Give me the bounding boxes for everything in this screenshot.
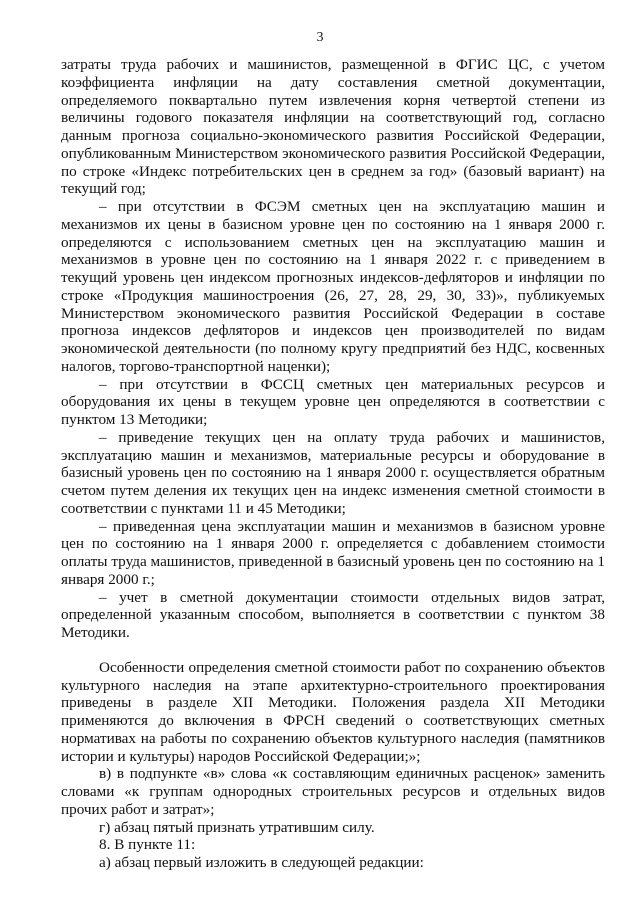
document-body	[61, 56, 605, 872]
paragraph-cultural-heritage: Особенности определения сметной стоимости работ по сохранению объектов культурного наследия на этапе архитектурно-строительного проектирования приведены в разделе XII Методики. Положения раздела XII Методики применяются до включения в ФРСН сведений о соответствующих сметных нормативах на работы по сохранению объектов культурного наследия (памятников истории и культуры) народов Российской Федерации;»;	[61, 658, 605, 765]
paragraph-machine-base-price: – приведенная цена эксплуатации машин и механизмов в базисном уровне цен по состоянию на 1 января 2000 г. определяется с добавлением стоимости оплаты труда машинистов, приведенной в базисный уровень цен по состоянию на 1 января 2000 г.;	[61, 517, 605, 588]
page-number: 3	[316, 30, 324, 45]
paragraph-subitem-g: г) абзац пятый признать утратившим силу.	[99, 818, 375, 836]
paragraph-intro-continuation: затраты труда рабочих и машинистов, размещенной в ФГИС ЦС, с учетом коэффициента инфляции на дату составления сметной документации, определяемого поквартально путем извлечения корня четвертой степени из величины годового показателя инфляции на соответствующий год, согласно данным прогноза социально-экономического развития Российской Федерации, опубликованным Министерством экономического развития Российской Федерации, по строке «Индекс потребительских цен в среднем за год» (базовый вариант) на текущий год;	[61, 56, 605, 198]
paragraph-material-prices: – при отсутствии в ФССЦ сметных цен материальных ресурсов и оборудования их цены в текущем уровне цен определяются в соответствии с пунктом 13 Методики;	[61, 375, 605, 428]
paragraph-price-conversion: – приведение текущих цен на оплату труда рабочих и машинистов, эксплуатацию машин и механизмов, материальные ресурсы и оборудование в базисный уровень цен по состоянию на 1 января 2000 г. осуществляется обратным счетом путем деления их текущих цен на индекс изменения сметной стоимости в соответствии с пунктами 11 и 45 Методики;	[61, 428, 605, 517]
paragraph-cost-accounting: – учет в сметной документации стоимости отдельных видов затрат, определенной указанным способом, выполняется в соответствии с пунктом 38 Методики.	[61, 588, 605, 641]
paragraph-subitem-v: в) в подпункте «в» слова «к составляющим единичных расценок» заменить словами «к группам однородных строительных ресурсов и отдельных видов прочих работ и затрат»;	[61, 765, 605, 818]
paragraph-machine-prices: – при отсутствии в ФСЭМ сметных цен на эксплуатацию машин и механизмов их цены в базисном уровне цен по состоянию на 1 января 2000 г. определяются с использованием сметных цен на эксплуатацию машин и механизмов в уровне цен по состоянию на 1 января 2022 г. с приведением в текущий уровень цен индексом прогнозных индексов-дефляторов и инфляции по строке «Продукция машиностроения (26, 27, 28, 29, 30, 33)», публикуемых Министерством экономического развития Российской Федерации в составе прогноза индексов дефляторов и индексов цен производителей по видам экономической деятельности (по полному кругу предприятий без НДС, косвенных налогов, торгово-транспортной наценки);	[61, 198, 605, 375]
paragraph-subitem-a: а) абзац первый изложить в следующей редакции:	[99, 854, 424, 871]
paragraph-item-8-heading: 8. В пункте 11:	[99, 836, 196, 854]
